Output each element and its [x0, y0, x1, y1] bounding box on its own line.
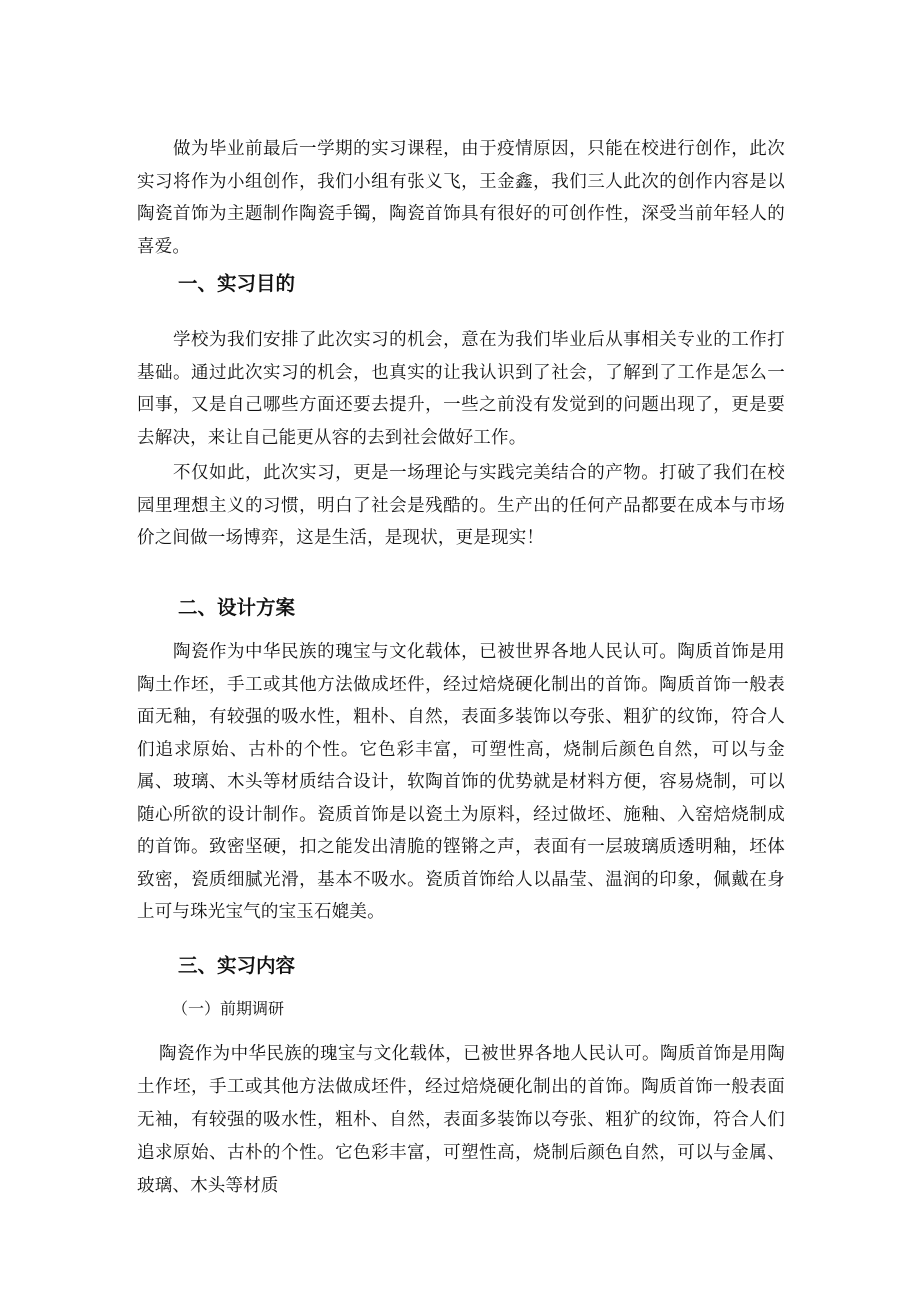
design-paragraph: 陶瓷作为中华民族的瑰宝与文化载体，已被世界各地人民认可。陶质首饰是用陶土作坯，手工或其他方法做成坯件，经过焙烧硬化制出的首饰。陶质首饰一般表面无釉，有较强的吸水性，粗朴、自然，表面多装饰以夸张、粗犷的纹饰，符合人们追求原始、古朴的个性。它色彩丰富，可塑性高，烧制后颜色自然，可以与金属、玻璃、木头等材质结合设计，软陶首饰的优势就是材料方便，容易烧制，可以随心所欲的设计制作。瓷质首饰是以瓷土为原料，经过做坯、施釉、入窑焙烧制成的首饰。致密坚硬，扣之能发出清脆的铿锵之声，表面有一层玻璃质透明釉，坯体致密，瓷质细腻光滑，基本不吸水。瓷质首饰给人以晶莹、温润的印象，佩戴在身上可与珠光宝气的宝玉石媲美。 [137, 642, 785, 922]
section-heading-design-plan: 二、设计方案 [178, 596, 296, 619]
purpose-paragraph-1: 学校为我们安排了此次实习的机会，意在为我们毕业后从事相关专业的工作打基础。通过此次实习的机会，也真实的让我认识到了社会，了解到了工作是怎么一回事，又是自己哪些方面还要去提升，一些之前没有发觉到的问题出现了，更是要去解决，来让自己能更从容的去到社会做好工作。 [137, 330, 785, 448]
purpose-paragraph-2: 不仅如此，此次实习，更是一场理论与实践完美结合的产物。打破了我们在校园里理想主义的习惯，明白了社会是残酷的。生产出的任何产品都要在成本与市场价之间做一场博弈，这是生活，是现状，更是现实！ [137, 463, 785, 548]
research-paragraph: 陶瓷作为中华民族的瑰宝与文化载体，已被世界各地人民认可。陶质首饰是用陶土作坯，手工或其他方法做成坯件，经过焙烧硬化制出的首饰。陶质首饰一般表面无袖，有较强的吸水性，粗朴、自然，表面多装饰以夸张、粗犷的纹饰，符合人们追求原始、古朴的个性。它色彩丰富，可塑性高，烧制后颜色自然，可以与金属、玻璃、木头等材质 [137, 1044, 785, 1196]
section-heading-internship-content: 三、实习内容 [178, 954, 296, 977]
subheading-preliminary-research: （一）前期调研 [172, 999, 285, 1018]
section-heading-internship-purpose: 一、实习目的 [178, 272, 296, 295]
intro-paragraph: 做为毕业前最后一学期的实习课程，由于疫情原因，只能在校进行创作，此次实习将作为小组创作，我们小组有张义飞，王金鑫，我们三人此次的创作内容是以陶瓷首饰为主题制作陶瓷手镯，陶瓷首饰具有很好的可创作性，深受当前年轻人的喜爱。 [137, 139, 785, 257]
